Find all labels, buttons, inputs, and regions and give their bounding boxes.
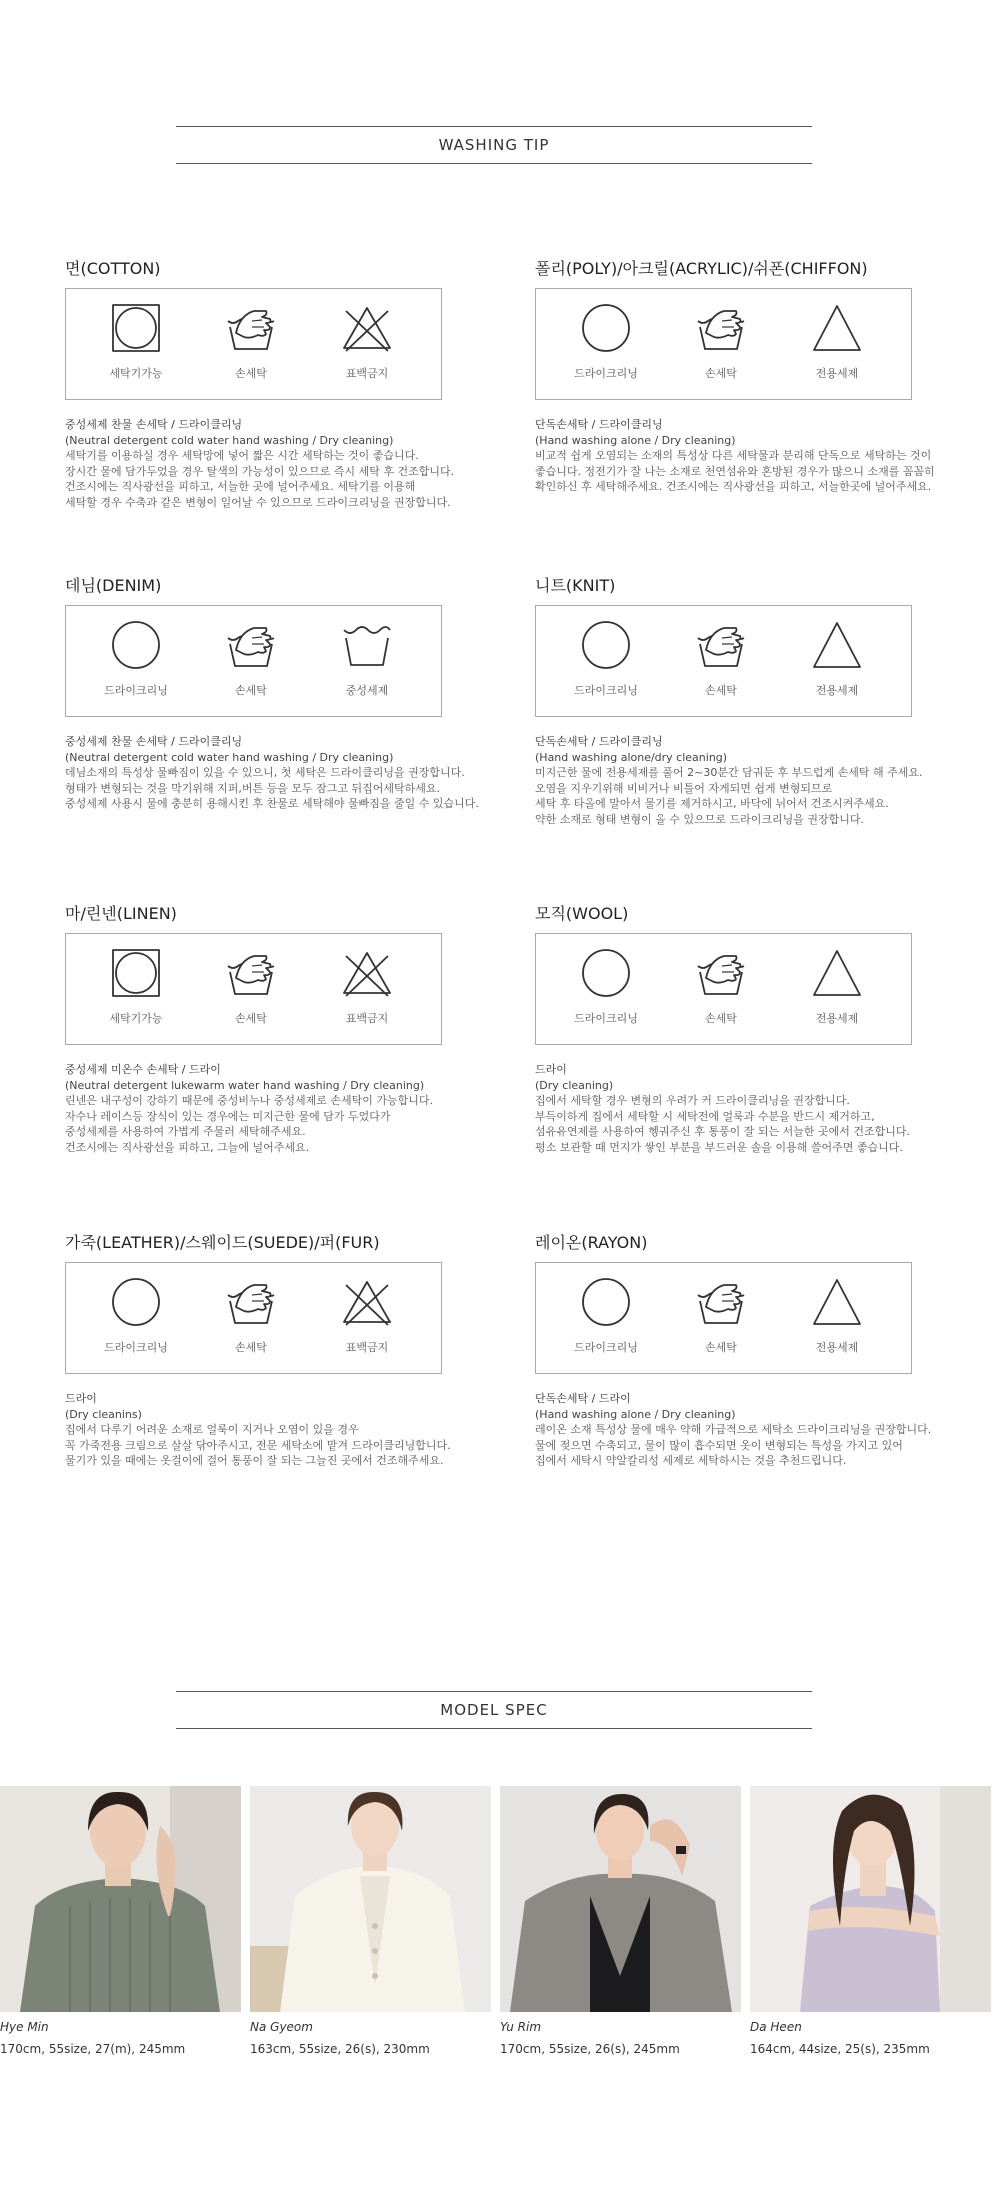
care-note: 장시간 물에 담가두었을 경우 탈색의 가능성이 있으므로 즉시 세탁 후 건조합니다. [65, 464, 455, 478]
care-symbol-label: 표백금지 [345, 1341, 389, 1354]
model-spec: 170cm, 55size, 27(m), 245mm [0, 2042, 186, 2056]
care-symbol [221, 620, 281, 704]
care-symbol-box [535, 605, 912, 717]
care-symbol [221, 303, 281, 387]
fabric-title: 모직(WOOL) [535, 904, 629, 923]
care-symbol-label: 세탁기가능 [109, 367, 163, 380]
care-method: 단독손세탁 / 드라이클리닝 [535, 418, 663, 431]
care-note: 집에서 세탁할 경우 변형의 우려가 커 드라이클리닝을 권장합니다. [535, 1094, 850, 1107]
care-note: 미지근한 물에 전용세제를 풀어 2~30분간 담궈둔 후 부드럽게 손세탁 해 주세요. [535, 766, 923, 779]
care-symbol [807, 948, 867, 1032]
fabric-title: 가죽(LEATHER)/스웨이드(SUEDE)/퍼(FUR) [65, 1233, 380, 1252]
care-method: 드라이 [65, 1392, 97, 1405]
care-symbol [221, 1277, 281, 1361]
care-method: 중성세제 찬물 손세탁 / 드라이클리닝 [65, 418, 243, 431]
care-symbol [106, 620, 166, 704]
model-spec-title: MODEL SPEC [440, 1701, 548, 1719]
care-note: 세탁 후 타올에 말아서 물기를 제거하시고, 바닥에 뉘어서 건조시켜주세요. [535, 797, 889, 810]
care-symbol [337, 1277, 397, 1361]
fabric-title: 마/린넨(LINEN) [65, 904, 177, 923]
care-symbol-label: 전용세제 [815, 1012, 859, 1025]
care-symbol [576, 620, 636, 704]
care-method: 드라이 [535, 1063, 567, 1076]
care-symbol [337, 303, 397, 387]
care-symbol [106, 948, 166, 1032]
care-description [65, 1391, 505, 1469]
care-note: 집에서 다루기 어려운 소재로 얼룩이 지거나 오염이 있을 경우 [65, 1423, 359, 1436]
care-note: 섬유유연제를 사용하여 헹궈주신 후 통풍이 잘 되는 서늘한 곳에서 건조합니다. [535, 1125, 910, 1138]
care-method: 단독손세탁 / 드라이클리닝 [535, 735, 663, 748]
washing-tip-title: WASHING TIP [438, 136, 550, 154]
fabric-block [65, 903, 495, 1154]
care-symbol [807, 620, 867, 704]
fabric-title: 레이온(RAYON) [535, 1233, 648, 1252]
care-method: 중성세제 미온수 손세탁 / 드라이 [65, 1063, 221, 1076]
care-method: 단독손세탁 / 드라이 [535, 1392, 631, 1405]
care-symbol-label: 드라이크리닝 [574, 684, 638, 697]
care-description [535, 1391, 975, 1469]
care-symbol [807, 303, 867, 387]
model-name: Yu Rim [500, 2020, 542, 2034]
care-symbol [807, 1277, 867, 1361]
fabric-title: 니트(KNIT) [535, 576, 616, 595]
care-symbol-label: 손세탁 [705, 1012, 737, 1025]
care-note: 집에서 세탁시 약알칼리성 세제로 세탁하시는 것을 추천드립니다. [535, 1454, 847, 1467]
fabric-title: 면(COTTON) [65, 259, 161, 278]
model-spec: 170cm, 55size, 26(s), 245mm [500, 2042, 680, 2056]
care-note: 물에 젖으면 수축되고, 물이 많이 흡수되면 옷이 변형되는 특성을 가지고 있어 [535, 1438, 903, 1452]
care-symbol-box [65, 605, 442, 717]
model-photo [500, 1786, 741, 2012]
care-note: 약한 소재로 형태 변형이 올 수 있으므로 드라이크리닝을 권장합니다. [535, 812, 864, 826]
care-symbol-label: 손세탁 [235, 1012, 267, 1025]
fabric-block [65, 1232, 495, 1467]
care-symbol [691, 948, 751, 1032]
fabric-block [535, 903, 965, 1154]
care-method-en: (Neutral detergent cold water hand washing / Dry cleaning) [65, 433, 394, 447]
care-symbol-label: 손세탁 [235, 1341, 267, 1354]
care-method-en: (Hand washing alone / Dry cleaning) [535, 1407, 736, 1421]
model-spec: 163cm, 55size, 26(s), 230mm [250, 2042, 430, 2056]
care-method-en: (Neutral detergent lukewarm water hand washing / Dry cleaning) [65, 1078, 425, 1092]
care-method-en: (Dry cleaning) [535, 1078, 614, 1092]
care-description [535, 1062, 975, 1155]
care-symbol-box [535, 933, 912, 1045]
care-symbol-label: 드라이크리닝 [574, 367, 638, 380]
model-photo [250, 1786, 491, 2012]
care-note: 중성세제를 사용하여 가볍게 주물러 세탁해주세요. [65, 1125, 306, 1138]
fabric-block [535, 575, 965, 826]
care-description [65, 1062, 505, 1155]
fabric-title: 데님(DENIM) [65, 576, 162, 595]
care-note: 물기가 있을 때에는 옷걸이에 걸어 통풍이 잘 되는 그늘진 곳에서 건조해주세요. [65, 1454, 444, 1467]
care-symbol [576, 303, 636, 387]
care-note: 좋습니다. 정전기가 잘 나는 소재로 천연섬유와 혼방된 경우가 많으니 소재를 꼼꼼히 [535, 464, 935, 478]
fabric-block [535, 1232, 965, 1467]
care-symbol-label: 표백금지 [345, 367, 389, 380]
care-description [65, 417, 505, 510]
care-note: 레이온 소재 특성상 물에 매우 약해 가급적으로 세탁소 드라이크리닝을 권장합니다. [535, 1423, 932, 1436]
model-name: Na Gyeom [250, 2020, 313, 2034]
care-symbol [691, 303, 751, 387]
care-symbol-label: 전용세제 [815, 684, 859, 697]
care-note: 자수나 레이스등 장식이 있는 경우에는 미지근한 물에 담가 두었다가 [65, 1109, 391, 1123]
model-photo [750, 1786, 991, 2012]
care-symbol-label: 전용세제 [815, 367, 859, 380]
care-symbol [691, 620, 751, 704]
care-symbol-box [65, 1262, 442, 1374]
care-note: 세탁기를 이용하실 경우 세탁망에 넣어 짧은 시간 세탁하는 것이 좋습니다. [65, 449, 419, 462]
care-symbol-label: 드라이크리닝 [104, 684, 168, 697]
care-symbol [576, 1277, 636, 1361]
model-name: Hye Min [0, 2020, 49, 2034]
care-symbol-label: 드라이크리닝 [574, 1012, 638, 1025]
care-symbol-box [535, 1262, 912, 1374]
care-description [65, 734, 505, 812]
care-symbol-label: 손세탁 [235, 367, 267, 380]
care-symbol-label: 손세탁 [705, 684, 737, 697]
care-note: 비교적 쉽게 오염되는 소재의 특성상 다른 세탁물과 분리해 단독으로 세탁하는 것이 [535, 449, 932, 462]
model-photo [0, 1786, 241, 2012]
care-symbol [221, 948, 281, 1032]
care-note: 오염을 지우기위해 비비거나 비틀어 자게되면 쉽게 변형되므로 [535, 781, 833, 795]
care-note: 부득이하게 집에서 세탁할 시 세탁전에 얼룩과 수분을 반드시 제거하고, [535, 1109, 875, 1123]
care-symbol [576, 948, 636, 1032]
fabric-title: 폴리(POLY)/아크릴(ACRYLIC)/쉬폰(CHIFFON) [535, 259, 868, 278]
care-note: 꼭 가죽전용 크림으로 살살 닦아주시고, 전문 세탁소에 맡겨 드라이클리닝합니다. [65, 1438, 451, 1452]
care-method-en: (Hand washing alone / Dry cleaning) [535, 433, 736, 447]
care-symbol-box [65, 933, 442, 1045]
care-method-en: (Hand washing alone/dry cleaning) [535, 750, 728, 764]
care-symbol-label: 전용세제 [815, 1341, 859, 1354]
care-symbol-box [535, 288, 912, 400]
model-spec-header [176, 1691, 812, 1729]
model-name: Da Heen [750, 2020, 802, 2034]
care-note: 확인하신 후 세탁해주세요. 건조시에는 직사광선을 피하고, 서늘한곳에 널어주세요. [535, 480, 932, 493]
care-symbol [337, 948, 397, 1032]
care-method-en: (Dry cleanins) [65, 1407, 142, 1421]
care-symbol-label: 손세탁 [235, 684, 267, 697]
care-symbol-label: 세탁기가능 [109, 1012, 163, 1025]
fabric-block [65, 575, 495, 810]
care-symbol [337, 620, 397, 704]
care-note: 데님소재의 특성상 물빠짐이 있을 수 있으니, 첫 세탁은 드라이클리닝을 권장합니다. [65, 766, 465, 779]
care-note: 린넨은 내구성이 강하기 때문에 중성비누나 중성세제로 손세탁이 가능합니다. [65, 1094, 434, 1107]
care-method-en: (Neutral detergent cold water hand washing / Dry cleaning) [65, 750, 394, 764]
care-symbol-label: 드라이크리닝 [574, 1341, 638, 1354]
model-spec: 164cm, 44size, 25(s), 235mm [750, 2042, 930, 2056]
fabric-block [65, 258, 495, 509]
care-note: 건조시에는 직사광선을 피하고, 서늘한 곳에 널어주세요. 세탁기를 이용해 [65, 480, 416, 493]
care-symbol-label: 표백금지 [345, 1012, 389, 1025]
care-note: 중성세제 사용시 물에 충분히 용해시킨 후 찬물로 세탁해야 물빠짐을 줄일 수 있습니다. [65, 797, 479, 810]
care-note: 세탁할 경우 수축과 같은 변형이 일어날 수 있으므로 드라이크리닝을 권장합니다. [65, 495, 451, 509]
care-description [535, 734, 975, 827]
care-symbol [106, 303, 166, 387]
care-description [535, 417, 975, 495]
care-symbol [106, 1277, 166, 1361]
care-note: 평소 보관할 때 먼지가 쌓인 부분을 부드러운 솔을 이용해 쓸어주면 좋습니다. [535, 1140, 903, 1154]
care-method: 중성세제 찬물 손세탁 / 드라이클리닝 [65, 735, 243, 748]
care-note: 건조시에는 직사광선을 피하고, 그늘에 널어주세요. [65, 1140, 310, 1154]
care-symbol [691, 1277, 751, 1361]
care-symbol-box [65, 288, 442, 400]
fabric-block [535, 258, 965, 493]
washing-tip-header [176, 126, 812, 164]
care-symbol-label: 손세탁 [705, 367, 737, 380]
care-note: 형태가 변형되는 것을 막기위해 지퍼,버튼 등을 모두 잠그고 뒤집어세탁하세요. [65, 781, 440, 795]
care-symbol-label: 드라이크리닝 [104, 1341, 168, 1354]
care-symbol-label: 손세탁 [705, 1341, 737, 1354]
care-symbol-label: 중성세제 [345, 684, 389, 697]
